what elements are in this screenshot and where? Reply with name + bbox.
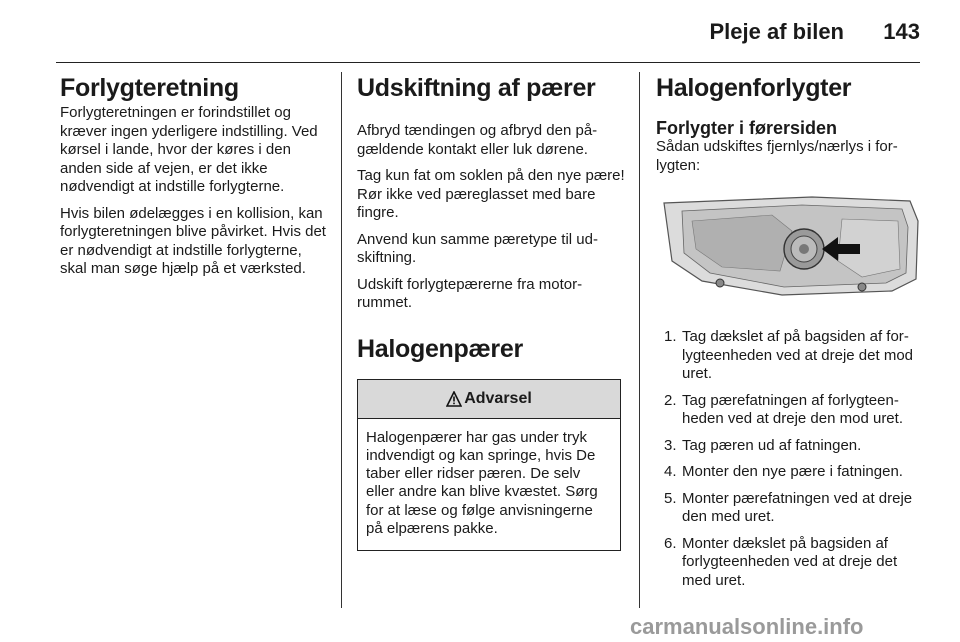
column-headlight-aiming (60, 72, 328, 279)
list-item: 6. Monter dækslet på bagsiden af forlygteenheden ved at dreje det med uret. (664, 534, 898, 589)
section-heading-halogen-headlights: Halogenforlygter (656, 74, 852, 102)
warning-triangle-icon (446, 391, 462, 407)
paragraph: Forlygteretningen er forindstillet og kræver ingen yderligere indstilling. Ved kørsel i lande, hvor der køres i den anden side af vejen, er det ikke nødvendigt at indstille forlygterne. (60, 104, 318, 195)
paragraph: Hvis bilen ødelægges i en kollision, kan forlygteretningen blive påvirket. Hvis det er nødvendigt at indstille forlygterne, skal man søge hjælp på et værksted. (60, 204, 326, 277)
page-number: 143 (883, 19, 920, 44)
page-header (0, 0, 960, 60)
paragraph: Afbryd tændingen og afbryd den pågældende kontakt eller luk dørene. (357, 122, 598, 158)
column-divider-1 (341, 72, 342, 608)
column-halogen-headlights (656, 72, 922, 598)
page-section-title: Pleje af bilen (709, 19, 844, 44)
headlight-illustration (662, 191, 922, 309)
paragraph: Sådan udskiftes fjernlys/nærlys i forlygten: (656, 138, 898, 174)
header-divider (56, 62, 920, 63)
paragraph: Udskift forlygtepærerne fra motorrummet. (357, 275, 583, 311)
warning-box (357, 379, 621, 552)
list-item: 5. Monter pærefatningen ved at dreje den med uret. (664, 489, 913, 525)
watermark: carmanualsonline.info (630, 614, 864, 639)
paragraph: Anvend kun samme pæretype til udskiftning. (357, 230, 598, 266)
warning-title: Advarsel (464, 389, 532, 407)
list-item: 4. Monter den nye pære i fatningen. (664, 463, 903, 480)
subheading-driver-side: Forlygter i førersiden (656, 118, 838, 138)
list-item: 1. Tag dækslet af på bagsiden af forlygteenheden ved at dreje det mod uret. (664, 328, 913, 382)
column-bulb-replacement (357, 72, 625, 551)
instruction-steps (656, 328, 922, 590)
list-item: 3. Tag pæren ud af fatningen. (664, 436, 862, 454)
warning-header (358, 380, 620, 419)
column-divider-2 (639, 72, 640, 608)
section-heading-halogen-bulbs: Halogenpærer (357, 334, 523, 363)
section-heading-bulb-replacement: Udskiftning af pærer (357, 74, 596, 102)
list-item: 2. Tag pærefatningen af forlygteenheden ved at dreje den mod uret. (664, 391, 903, 427)
paragraph: Tag kun fat om soklen på den nye pære! Rør ikke ved pæreglasset med bare fingre. (357, 167, 625, 221)
section-heading-headlight-aiming: Forlygteretning (60, 74, 239, 102)
warning-text: Halogenpærer har gas under tryk indvendigt og kan springe, hvis De taber eller ridser pæren. De selv eller andre kan blive kvæstet. Sørg for at læse og følge anvisningerne på elpærens pakke. (366, 428, 598, 537)
